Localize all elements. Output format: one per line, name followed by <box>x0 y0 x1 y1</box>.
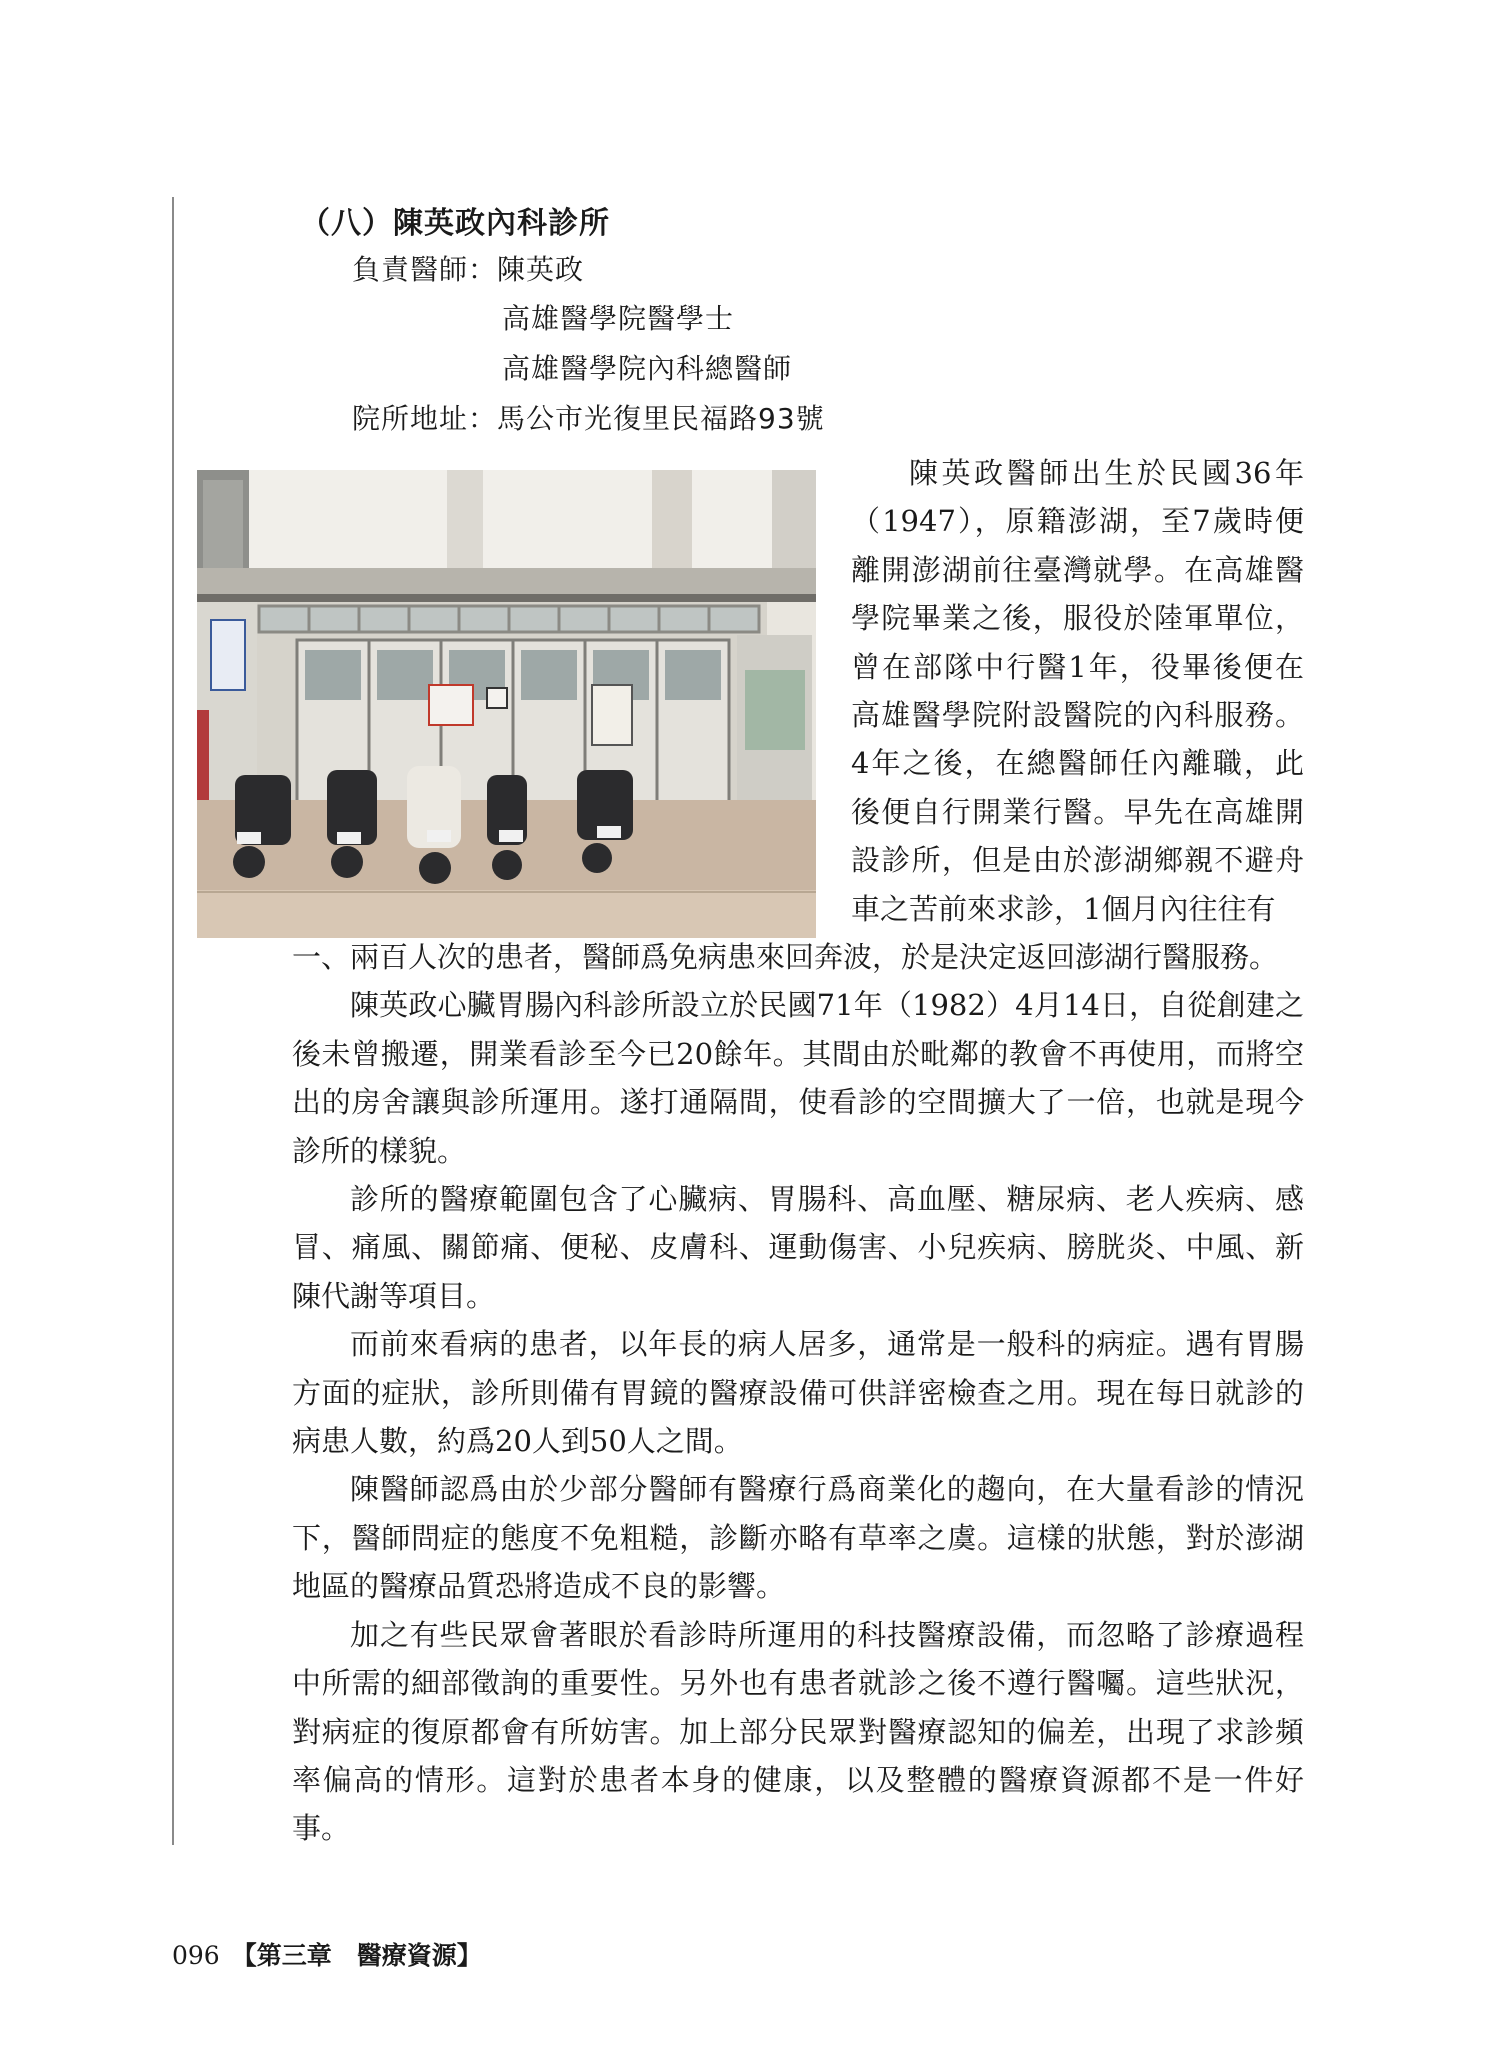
body-text <box>292 933 1304 1853</box>
page-footer <box>172 1936 482 1972</box>
paragraph-4: 陳醫師認爲由於少部分醫師有醫療行爲商業化的趨向，在大量看診的情況下，醫師問症的態度不免粗糙，診斷亦略有草率之虞。這樣的狀態，對於澎湖地區的醫療品質恐將造成不良的影響。 <box>292 1472 1304 1604</box>
paragraph-5: 加之有些民眾會著眼於看診時所運用的科技醫療設備，而忽略了診療過程中所需的細部徵詢的重要性。另外也有患者就診之後不遵行醫囑。這些狀況，對病症的復原都會有所妨害。加上部分民眾對醫療認知的偏差，出現了求診頻率偏高的情形。這對於患者本身的健康，以及整體的醫療資源都不是一件好事。 <box>292 1617 1304 1846</box>
credential-1: 高雄醫學院醫學士 <box>502 302 735 335</box>
intro-text: 陳英政醫師出生於民國36年（1947），原籍澎湖，至7歲時便離開澎湖前往臺灣就學。在高雄醫學院畢業之後，服役於陸軍單位，曾在部隊中行醫1年，役畢後便在高雄醫學院附設醫院的內科服務。4年之後，在總醫師任內離職，此後便自行開業行醫。早先在高雄開設診所，但是由於澎湖鄉親不避舟車之苦前來求診，1個月內往往有 <box>851 456 1304 926</box>
address-line: 院所地址：馬公市光復里民福路93號 <box>352 402 825 435</box>
paragraph-3: 而前來看病的患者，以年長的病人居多，通常是一般科的病症。遇有胃腸方面的症狀，診所則備有胃鏡的醫療設備可供詳密檢查之用。現在每日就診的病患人數，約爲20人到50人之間。 <box>292 1327 1304 1459</box>
intro-continuation: 一、兩百人次的患者，醫師爲免病患來回奔波，於是決定返回澎湖行醫服務。 <box>292 940 1279 974</box>
section-heading: （八）陳英政內科診所 <box>300 206 610 241</box>
paragraph-2: 診所的醫療範圍包含了心臟病、胃腸科、高血壓、糖尿病、老人疾病、感冒、痛風、關節痛、便秘、皮膚科、運動傷害、小兒疾病、膀胱炎、中風、新陳代謝等項目。 <box>292 1182 1304 1313</box>
margin-rule <box>172 197 174 1845</box>
credential-2: 高雄醫學院內科總醫師 <box>502 352 793 385</box>
clinic-storefront-photo <box>197 470 816 938</box>
page-number: 096 <box>172 1941 220 1970</box>
paragraph-1: 陳英政心臟胃腸內科診所設立於民國71年（1982）4月14日，自從創建之後未曾搬遷，開業看診至今已20餘年。其間由於毗鄰的教會不再使用，而將空出的房舍讓與診所運用。遂打通隔間，使看診的空間擴大了一倍，也就是現今診所的樣貌。 <box>292 988 1304 1168</box>
doctor-line: 負責醫師：陳英政 <box>352 253 585 286</box>
chapter-title: 【第三章 醫療資源】 <box>231 1941 482 1970</box>
intro-paragraph <box>851 449 1304 933</box>
